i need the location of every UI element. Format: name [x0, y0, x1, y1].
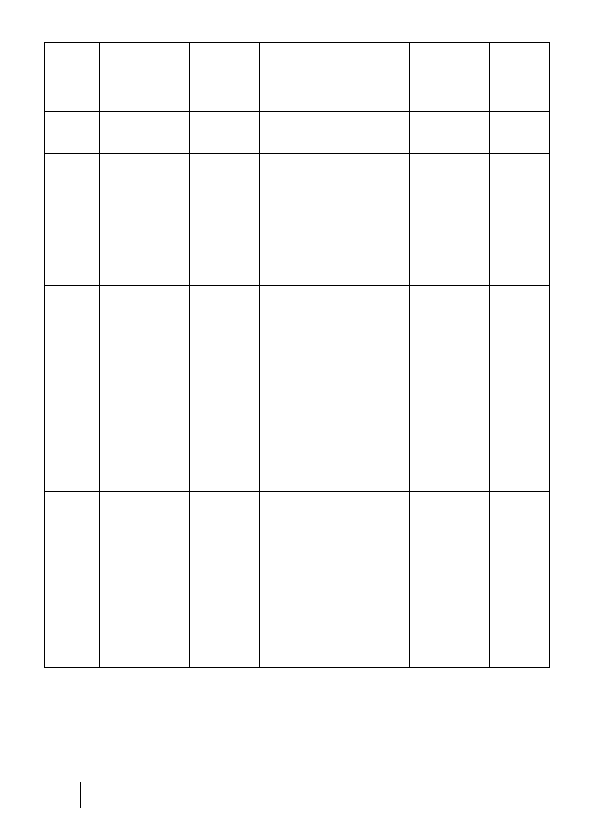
table-row [45, 286, 550, 492]
table-row [45, 492, 550, 668]
unit-cell [45, 154, 100, 286]
subject-cell [190, 492, 260, 668]
content-cell [260, 154, 410, 286]
table-row [45, 154, 550, 286]
standard-cell [100, 286, 190, 492]
table-header-row [45, 43, 550, 112]
header-content [260, 43, 410, 112]
work-cell [410, 112, 490, 154]
unit-cell [45, 492, 100, 668]
subject-cell [190, 286, 260, 492]
time-cell [490, 492, 550, 668]
work-cell [410, 492, 490, 668]
subject-cell [190, 112, 260, 154]
content-cell [260, 112, 410, 154]
standard-cell [100, 492, 190, 668]
curriculum-table [44, 42, 550, 668]
time-cell [490, 154, 550, 286]
footer-divider [80, 782, 81, 808]
header-standard [100, 43, 190, 112]
header-work [410, 43, 490, 112]
work-cell [410, 154, 490, 286]
header-unit [45, 43, 100, 112]
unit-cell [45, 286, 100, 492]
unit-cell [45, 112, 100, 154]
subject-cell [190, 154, 260, 286]
content-cell [260, 492, 410, 668]
standard-cell [100, 112, 190, 154]
header-subject [190, 43, 260, 112]
standard-cell [100, 154, 190, 286]
table-row [45, 112, 550, 154]
time-cell [490, 112, 550, 154]
work-cell [410, 286, 490, 492]
header-time [490, 43, 550, 112]
time-cell [490, 286, 550, 492]
content-cell [260, 286, 410, 492]
